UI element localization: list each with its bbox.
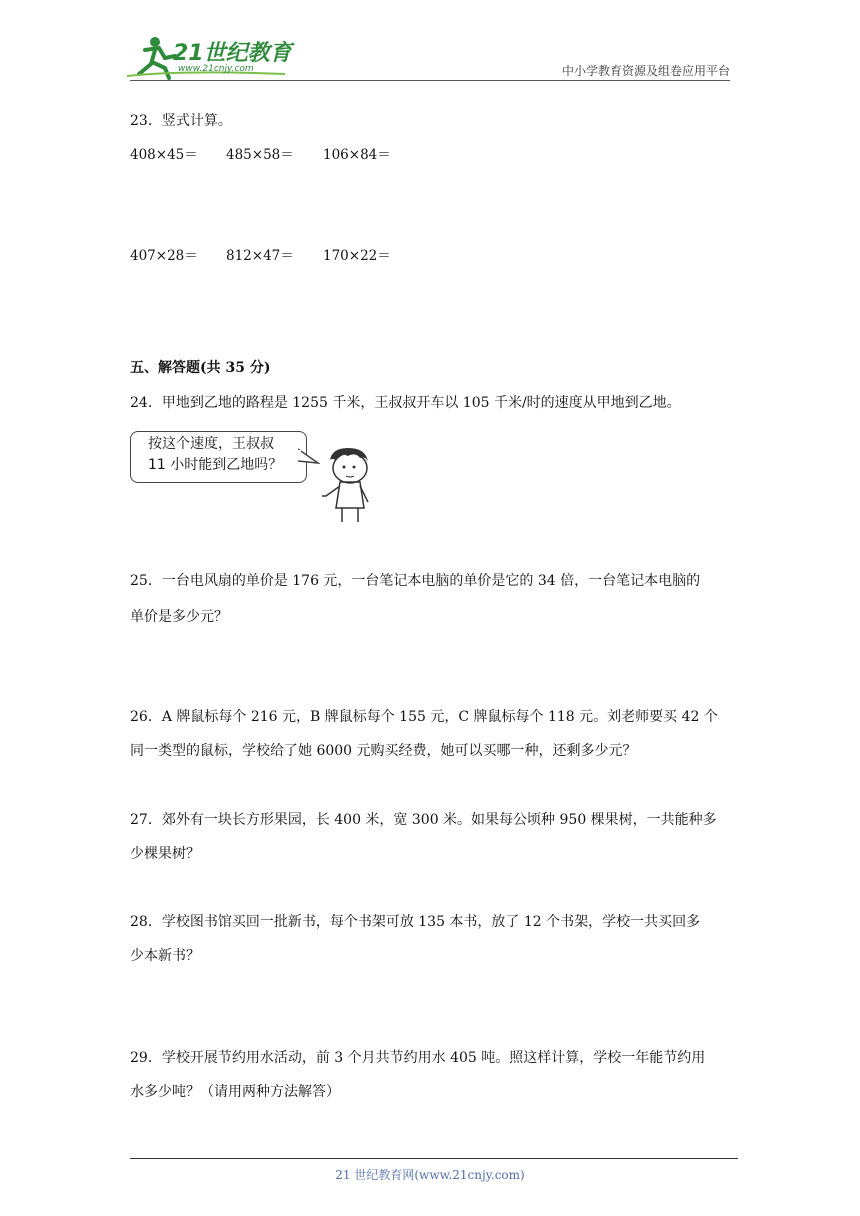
bubble-line-1: 按这个速度，王叔叔	[148, 436, 274, 452]
q29-line-1: 29．学校开展节约用水活动，前 3 个月共节约用水 405 吨。照这样计算，学校一年能节约用	[130, 1050, 706, 1066]
q26-line-2: 同一类型的鼠标，学校给了她 6000 元购买经费，她可以买哪一种，还剩多少元？	[130, 743, 637, 759]
q23-expr-3: 106×84＝	[323, 147, 391, 163]
header-divider	[130, 80, 730, 81]
q29-line-2: 水多少吨？（请用两种方法解答）	[130, 1084, 340, 1100]
logo-url: www.21cnjy.com	[178, 64, 254, 74]
q23-expr-5: 812×47＝	[226, 248, 294, 264]
q28-line-1: 28．学校图书馆买回一批新书，每个书架可放 135 本书，放了 12 个书架，学校一共买回多	[130, 914, 701, 930]
q24-text: 24．甲地到乙地的路程是 1255 千米，王叔叔开车以 105 千米/时的速度从甲地到乙地。	[130, 395, 681, 411]
q25-line-1: 25．一台电风扇的单价是 176 元，一台笔记本电脑的单价是它的 34 倍，一台笔记本电脑的	[130, 573, 701, 589]
logo-text: 21世纪教育	[173, 41, 292, 66]
q25-line-2: 单价是多少元？	[130, 609, 228, 625]
q23-expr-2: 485×58＝	[226, 147, 294, 163]
q23-expr-4: 407×28＝	[130, 248, 198, 264]
q28-line-2: 少本新书？	[130, 948, 200, 964]
q23-title: 23．竖式计算。	[130, 113, 232, 129]
q27-line-2: 少棵果树？	[130, 846, 200, 862]
boy-cartoon-icon	[318, 446, 378, 524]
header-platform-text: 中小学教育资源及组卷应用平台	[561, 64, 730, 78]
footer-text: 21 世纪教育网(www.21cnjy.com)	[335, 1168, 525, 1182]
q23-expr-6: 170×22＝	[323, 248, 391, 264]
speech-bubble-text	[148, 434, 282, 476]
q27-line-1: 27．郊外有一块长方形果园，长 400 米，宽 300 米。如果每公顷种 950 棵果树，一共能种多	[130, 812, 717, 828]
section-title: 五、解答题(共 35 分)	[130, 360, 271, 376]
footer-divider	[130, 1158, 738, 1159]
q26-line-1: 26．A 牌鼠标每个 216 元，B 牌鼠标每个 155 元，C 牌鼠标每个 118 元。刘老师要买 42 个	[130, 709, 718, 725]
speech-bubble-tail-icon	[298, 447, 320, 469]
bubble-line-2: 11 小时能到乙地吗？	[148, 457, 283, 473]
q23-expr-1: 408×45＝	[130, 147, 198, 163]
